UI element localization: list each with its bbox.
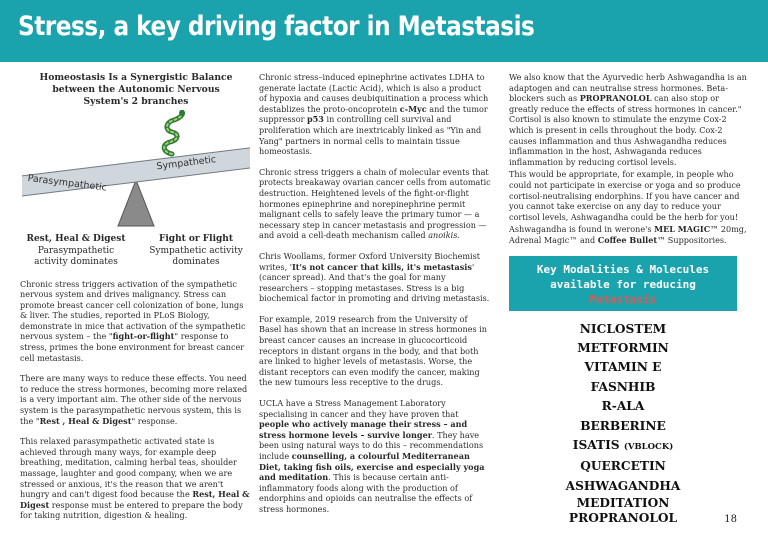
paragraph: Chronic stress–induced epinephrine activates LDHA to generate lactate (Lactic Acid), which is also a product of hypoxia and causes deubiquitination a process which destablizes the proto-oncoprotein c-Myc and the tumor suppressor p53 in controlling cell survival and proliferation which are inextricably linked as "Yin and Yang" partners in normal cells to maintain tissue homeostasis.: [259, 72, 489, 157]
branch-sympathetic: [140, 234, 252, 269]
paragraph: Chris Woollams, former Oxford University Biochemist writes, 'It's not cancer that kills, it's metastasis' (cancer spread). And that's the goal for many researchers – stopping metastases. Stress is a big biochemical factor in promoting and driving metastasis.: [259, 250, 490, 304]
paragraph: There are many ways to reduce these effects. You need to reduce the stress hormones, becoming more relaxed is a very important aim. The other side of the nervous system is the parasympathetic nervous system, this is the "Rest , Heal & Digest" response.: [20, 373, 248, 426]
list-item: ASHWAGANDHA: [565, 478, 681, 493]
modalities-box: [509, 256, 737, 311]
box-line-2: available for reducing: [550, 277, 696, 291]
paragraph: Ashwagandha is found in werone's MEL MAGIC™ 20mg, Adrenal Magic™ and Coffee Bullet™ Suppositories.: [509, 224, 747, 245]
paragraph: We also know that the Ayurvedic herb Ashwagandha is an adaptogen and can neutralise stress hormones. Beta-blockers such as PROPRANOLOL can also stop or greatly reduce the effects of stress hormones in cancer." Cortisol is also known to stimulate the enzyme Cox-2 which is present in cells throughout the body. Cox-2 causes inflammation and thus Ashwagandha reduces inflammation in the host, Ashwaganda reduces inflammation by reducing cortisol levels.: [509, 72, 747, 167]
list-item: PROPRANOLOL: [568, 511, 678, 526]
box-line-3: Metastasis: [589, 292, 657, 306]
paragraph: This would be appropriate, for example, in people who could not participate in exercise or yoga and so produce cortisol-neutralising endorphins. If you have cancer and you cannot take exercise on any day to reduce your cortisol levels, Ashwagandha could be the herb for you!: [509, 169, 741, 222]
paragraph: Chronic stress triggers activation of the sympathetic nervous system and drives malignancy. Stress can promote breast cancer cell colonization of bone, lungs & liver. The studies, reported in PLoS Biology, demonstrate in mice that activation of the sympathetic nervous system – the "fight-or-flight" response to stress, primes the bone environment for breast cancer cell metastasis.: [20, 278, 246, 363]
branch-left-sub1: Parasympathetic: [37, 245, 115, 256]
list-item: FASNHIB: [590, 379, 656, 394]
branch-right-sub1: Sympathetic activity: [149, 245, 243, 256]
branch-left-sub2: activity dominates: [34, 257, 118, 267]
list-item: QUERCETIN: [580, 459, 666, 474]
column-middle: [259, 72, 491, 525]
page-number: 18: [724, 514, 737, 525]
seesaw-right-label: Sympathetic: [155, 154, 217, 173]
molecule-list: [509, 320, 737, 527]
seesaw-left-label: Parasympathetic: [26, 172, 108, 194]
list-item: R-ALA: [601, 399, 645, 414]
branch-right-sub2: dominates: [172, 257, 220, 267]
page-title: Stress, a key driving factor in Metastasis: [18, 11, 535, 42]
column-right: [509, 72, 749, 526]
paragraph: UCLA have a Stress Management Laboratory specialising in cancer and they have proven that people who actively manage their stress – and stress hormone levels – survive longer. They have been using natural ways to do this – recommendations include counselling, a colourful Mediterranean Diet, taking fish oils, exercise and especially yoga and meditation. This is because certain anti-inflammatory foods along with the production of endorphins and opioids can neutralise the effects of stress hormones.: [259, 398, 485, 514]
column-left: [20, 72, 252, 531]
branch-left-heading: Rest, Heal & Digest: [26, 234, 126, 244]
paragraph: For example, 2019 research from the University of Basel has shown that an increase in stress hormones in breast cancer causes an increase in glucocorticoid receptors in distant organs in the body, and that both are linked to higher levels of metastasis. Worse, the distant receptors can even modify the cancer, making the new tumours less receptive to the drugs.: [259, 313, 488, 388]
list-item: NICLOSTEM: [579, 321, 667, 336]
list-item: BERBERINE: [580, 418, 666, 433]
page-header: [0, 0, 768, 62]
box-line-1: Key Modalities & Molecules: [536, 262, 710, 276]
branch-parasympathetic: [20, 234, 132, 269]
fulcrum: [118, 180, 154, 226]
list-item: VITAMIN E: [584, 360, 662, 375]
snake-icon: [164, 110, 185, 154]
list-item: MEDITATION: [576, 496, 670, 511]
branch-labels: [20, 234, 252, 269]
list-item: ISATIS (VBLOCK): [572, 437, 674, 452]
paragraph: Chronic stress triggers a chain of molecular events that protects breakaway ovarian cancer cells from automatic destruction. Heightened levels of the fight-or-flight hormones epinephrine and norepinephrine permit malignant cells to safely leave the primary tumor — a necessary step in cancer metastasis and progression — and avoid a cell-death mechanism called anoikis.: [259, 166, 491, 241]
list-item: METFORMIN: [577, 340, 669, 355]
paragraph: This relaxed parasympathetic activated state is achieved through many ways, for example deep breathing, meditation, calming herbal teas, shoulder massage, laughter and good company, when we are stressed or anxious, it's the reason that we aren't hungry and can't digest food because the Rest, Heal & Digest response must be entered to prepare the body for taking nutrition, digestion & healing.: [20, 436, 250, 521]
diagram-title: Homeostasis Is a Synergistic Balance between the Autonomic Nervous System's 2 branches: [39, 72, 233, 107]
seesaw-diagram: [22, 110, 250, 230]
branch-right-heading: Fight or Flight: [158, 234, 234, 244]
